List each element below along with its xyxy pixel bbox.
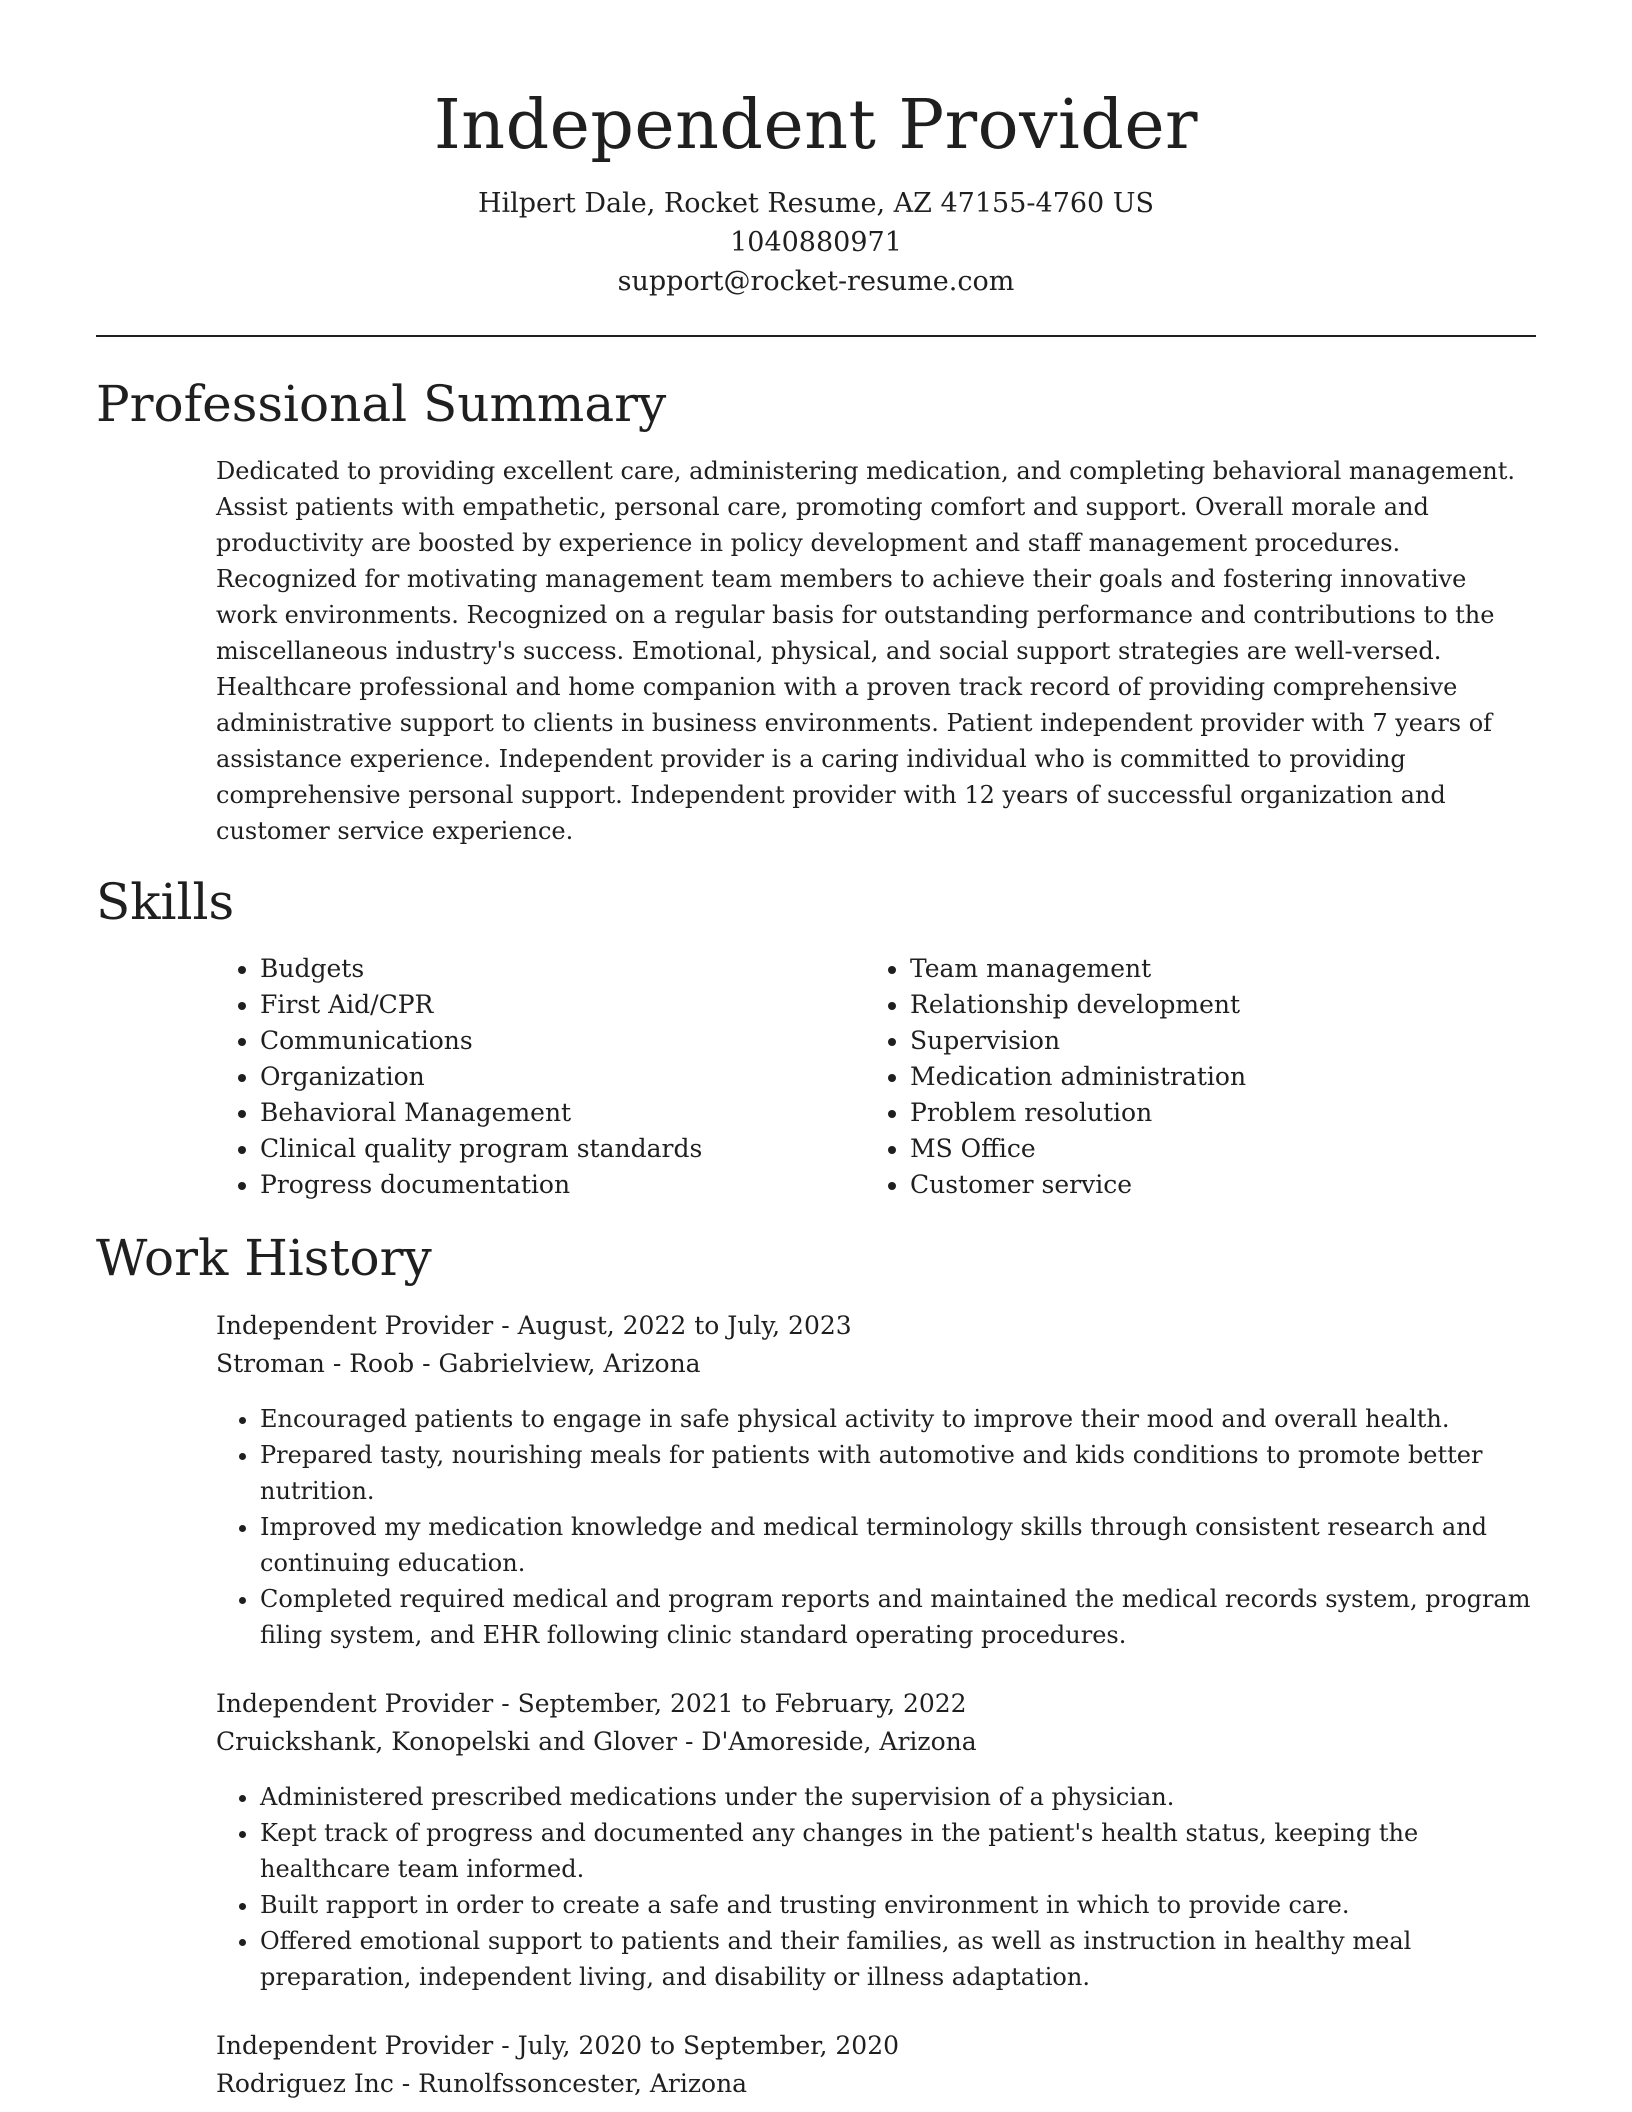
job-duties [216, 1779, 1534, 1995]
job-entry [216, 1307, 1536, 1653]
skills-column-left [216, 951, 866, 1203]
skill-item: • Clinical quality program standards [260, 1131, 866, 1167]
job-title-dates: Independent Provider - July, 2020 to September, 2020 [216, 2031, 900, 2060]
job-company-location: Cruickshank, Konopelski and Glover - D'Amoreside, Arizona [216, 1727, 977, 1756]
skill-item: • Communications [260, 1023, 866, 1059]
skill-item: • Organization [260, 1059, 866, 1095]
job-duty: • Built rapport in order to create a safe and trusting environment in which to provide care. [260, 1887, 1534, 1923]
skills-list [216, 951, 1536, 1203]
work-history-list [216, 1307, 1536, 2103]
job-title-dates: Independent Provider - September, 2021 to February, 2022 [216, 1689, 967, 1718]
phone-number: 1040880971 [730, 227, 902, 258]
skill-item: • Behavioral Management [260, 1095, 866, 1131]
job-company-location: Stroman - Roob - Gabrielview, Arizona [216, 1349, 701, 1378]
job-duty: • Improved my medication knowledge and medical terminology skills through consistent research and continuing education. [260, 1509, 1534, 1581]
job-duties [216, 1401, 1534, 1653]
skill-item: • Customer service [910, 1167, 1510, 1203]
skill-item: • Team management [910, 951, 1510, 987]
job-title-dates: Independent Provider - August, 2022 to July, 2023 [216, 1311, 852, 1340]
candidate-name: Independent Provider [433, 86, 1199, 165]
job-entry [216, 1685, 1536, 1995]
job-duty: • Kept track of progress and documented any changes in the patient's health status, keeping the healthcare team informed. [260, 1815, 1534, 1887]
job-duty: • Encouraged patients to engage in safe physical activity to improve their mood and overall health. [260, 1401, 1534, 1437]
contact-info [96, 184, 1536, 301]
skill-item: • MS Office [910, 1131, 1510, 1167]
header-divider [96, 335, 1536, 337]
job-duty: • Administered prescribed medications under the supervision of a physician. [260, 1779, 1534, 1815]
skill-item: • Supervision [910, 1023, 1510, 1059]
skill-item: • Relationship development [910, 987, 1510, 1023]
job-entry [216, 2027, 1536, 2103]
resume-header [96, 0, 1536, 301]
summary-text: Dedicated to providing excellent care, administering medication, and completing behavioral management. Assist patients with empathetic, personal care, promoting comfort and support. Overall morale and productivity are boosted by experience in policy development and staff management procedures. Recognized for motivating management team members to achieve their goals and fostering innovative work environments. Recognized on a regular basis for outstanding performance and contributions to the miscellaneous industry's success. Emotional, physical, and social support strategies are well-versed. Healthcare professional and home companion with a proven track record of providing comprehensive administrative support to clients in business environments. Patient independent provider with 7 years of assistance experience. Independent provider is a caring individual who is committed to providing comprehensive personal support. Independent provider with 12 years of successful organization and customer service experience. [216, 457, 1515, 845]
skill-item: • Problem resolution [910, 1095, 1510, 1131]
job-company-location: Rodriguez Inc - Runolfssoncester, Arizona [216, 2069, 748, 2098]
email-address: support@rocket-resume.com [617, 266, 1015, 297]
work-history-heading: Work History [96, 1229, 432, 1287]
job-duty: • Prepared tasty, nourishing meals for patients with automotive and kids conditions to promote better nutrition. [260, 1437, 1534, 1509]
job-duty: • Offered emotional support to patients and their families, as well as instruction in healthy meal preparation, independent living, and disability or illness adaptation. [260, 1923, 1534, 1995]
resume-page [96, 0, 1536, 2103]
address: Hilpert Dale, Rocket Resume, AZ 47155-4760 US [477, 188, 1155, 219]
skill-item: • Budgets [260, 951, 866, 987]
skills-column-right [866, 951, 1510, 1203]
skills-heading: Skills [96, 873, 235, 931]
skill-item: • First Aid/CPR [260, 987, 866, 1023]
summary-heading: Professional Summary [96, 375, 667, 433]
skill-item: • Medication administration [910, 1059, 1510, 1095]
skill-item: • Progress documentation [260, 1167, 866, 1203]
job-duty: • Completed required medical and program reports and maintained the medical records system, program filing system, and EHR following clinic standard operating procedures. [260, 1581, 1534, 1653]
